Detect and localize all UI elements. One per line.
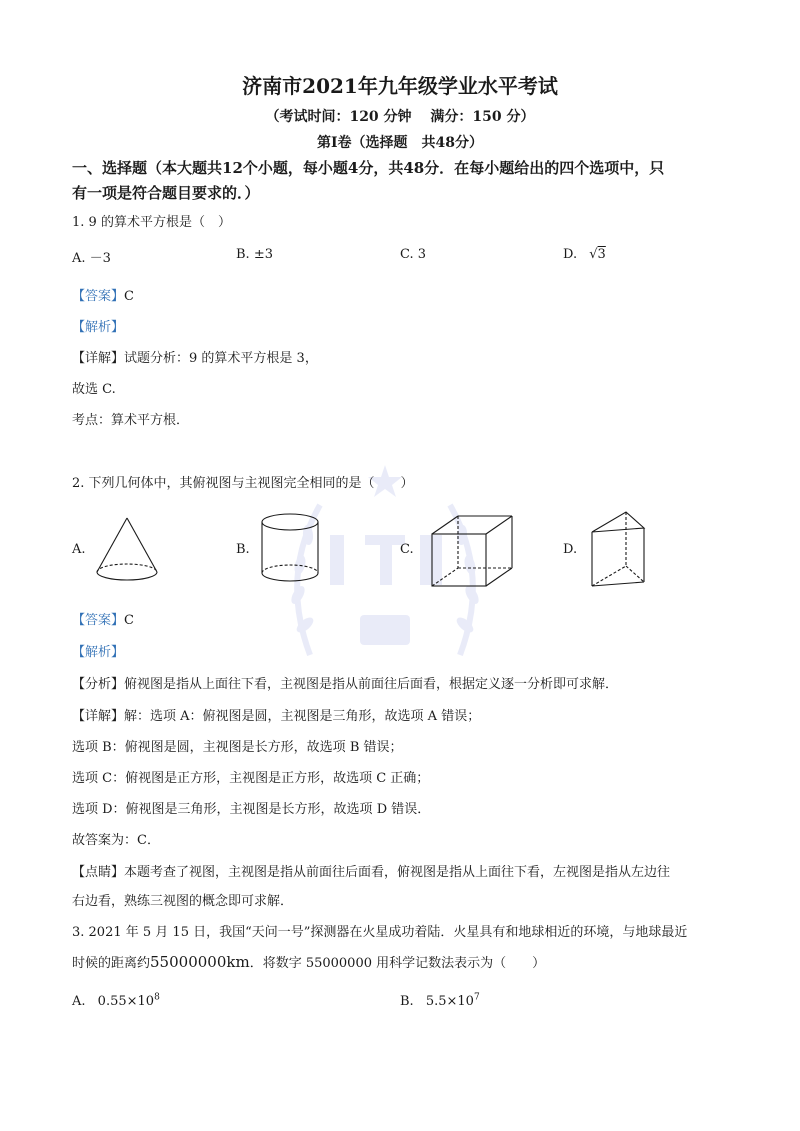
q1-conclusion: 故选 C. bbox=[72, 382, 116, 397]
q2-detail-d: 选项 D：俯视图是三角形，主视图是长方形，故选项 D 错误． bbox=[72, 802, 431, 817]
triangular-prism-icon bbox=[592, 512, 644, 586]
q1-answer bbox=[72, 285, 134, 304]
q2-conclusion: 故答案为：C． bbox=[72, 833, 160, 848]
q2-option-c: C. bbox=[400, 542, 414, 557]
q3-option-b bbox=[400, 994, 480, 1009]
q1-option-d-radicand: 3 bbox=[597, 247, 606, 262]
q3-stem-2c: ．将数字 55000000 用科学记数法表示为（ ） bbox=[249, 956, 546, 971]
q2-option-b: B. bbox=[236, 542, 250, 557]
q3-option-a-base: 0.55×10 bbox=[97, 994, 155, 1009]
q2-fenxi-text: 俯视图是指从上面往下看，主视图是指从前面往后面看，根据定义逐一分析即可求解． bbox=[124, 677, 619, 692]
q1-analysis-tag: 【解析】 bbox=[72, 320, 125, 335]
q1-option-b: B. ±3 bbox=[236, 247, 273, 262]
q3-option-a-label: A. bbox=[72, 994, 86, 1009]
q2-stem: 2. 下列几何体中，其俯视图与主视图完全相同的是（ ） bbox=[72, 476, 414, 491]
q1-answer-tag: 【答案】 bbox=[72, 289, 125, 304]
q1-point: 考点：算术平方根． bbox=[72, 413, 190, 428]
q3-stem-2 bbox=[72, 952, 545, 971]
q1-answer-value: C bbox=[124, 289, 134, 304]
q2-detail-b: 选项 B：俯视图是圆，主视图是长方形，故选项 B 错误； bbox=[72, 740, 403, 755]
cone-icon bbox=[92, 515, 162, 585]
q3-option-b-base: 5.5×10 bbox=[425, 994, 474, 1009]
q2-answer-value: C bbox=[124, 613, 134, 628]
cube-icon bbox=[432, 516, 512, 586]
q1-option-a: A. －3 bbox=[72, 251, 111, 266]
q3-option-a-exp: 8 bbox=[154, 992, 160, 1003]
q2-option-d: D. bbox=[563, 542, 578, 557]
q1-option-d-label: D. bbox=[563, 247, 578, 262]
page-title: 济南市2021年九年级学业水平考试 bbox=[242, 74, 558, 98]
q2-fenxi bbox=[72, 673, 618, 692]
q1-option-d bbox=[563, 247, 606, 262]
q2-answer-tag: 【答案】 bbox=[72, 613, 125, 628]
q2-fenxi-tag: 【分析】 bbox=[72, 677, 125, 692]
q2-comment-2: 右边看，熟练三视图的概念即可求解． bbox=[72, 894, 294, 909]
q2-comment-tag: 【点睛】 bbox=[72, 865, 125, 880]
q1-stem: 1. 9 的算术平方根是（ ） bbox=[72, 215, 231, 230]
sqrt-symbol-icon: √3 bbox=[589, 247, 606, 262]
q2-detail-tag: 【详解】 bbox=[72, 709, 125, 724]
exam-info: （考试时间：120 分钟 满分：150 分） bbox=[265, 109, 535, 125]
q3-option-a bbox=[72, 994, 160, 1009]
q3-distance: 55000000km bbox=[150, 953, 250, 971]
section-title: 第Ⅰ卷（选择题 共48分） bbox=[316, 135, 484, 151]
q3-option-b-exp: 7 bbox=[473, 992, 480, 1003]
q3-stem-1: 3. 2021 年 5 月 15 日，我国“天问一号”探测器在火星成功着陆．火星具有和地球相近的环境，与地球最近 bbox=[72, 925, 688, 940]
instructions-line-1: 一、选择题（本大题共12个小题，每小题4分，共48分．在每小题给出的四个选项中，只 bbox=[72, 159, 665, 177]
cylinder-icon bbox=[262, 514, 318, 581]
q3-stem-2a: 时候的距离约 bbox=[72, 956, 151, 971]
q2-answer bbox=[72, 609, 134, 628]
q2-detail-c: 选项 C：俯视图是正方形，主视图是正方形，故选项 C 正确； bbox=[72, 771, 430, 786]
q2-detail bbox=[72, 705, 480, 724]
q1-detail-tag: 【详解】 bbox=[72, 351, 125, 366]
q3-option-b-label: B. bbox=[400, 994, 414, 1009]
q1-option-c: C. 3 bbox=[400, 247, 427, 262]
q1-detail-text: 试题分析：9 的算术平方根是 3， bbox=[124, 351, 318, 366]
instructions-line-2: 有一项是符合题目要求的．） bbox=[72, 184, 260, 202]
q2-comment-text: 本题考查了视图，主视图是指从前面往后面看，俯视图是指从上面往下看，左视图是指从左边往 bbox=[124, 865, 671, 880]
q2-analysis-tag: 【解析】 bbox=[72, 645, 125, 660]
q1-detail bbox=[72, 347, 318, 366]
q2-comment-1 bbox=[72, 861, 670, 880]
q2-option-a: A. bbox=[72, 542, 86, 557]
q2-detail-a: 解：选项 A：俯视图是圆，主视图是三角形，故选项 A 错误； bbox=[124, 709, 481, 724]
